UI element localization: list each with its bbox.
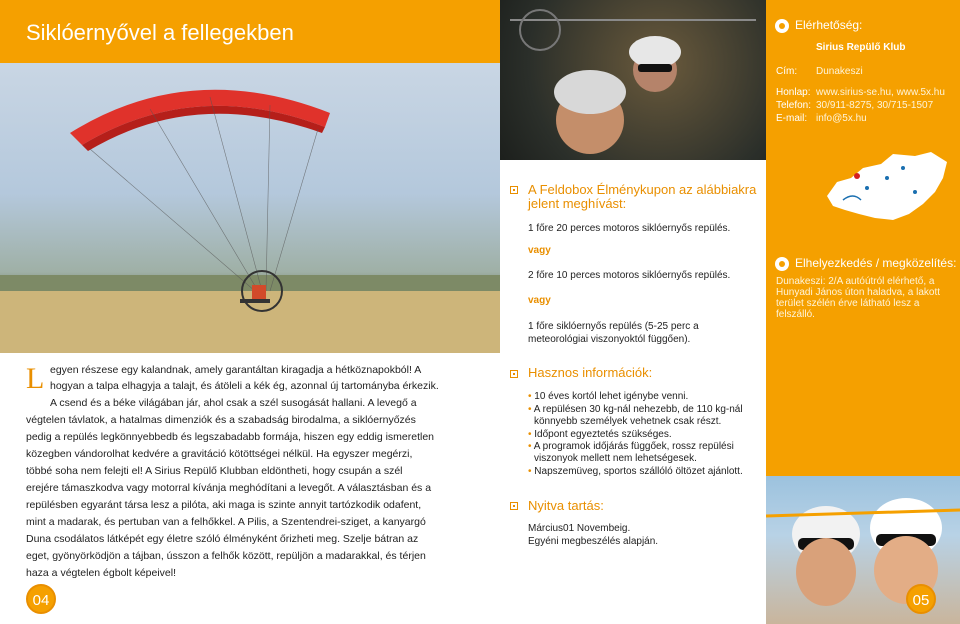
- offer-option-3: meteorológiai viszonyoktól függően).: [528, 334, 691, 345]
- contact-org: Sirius Repülő Klub: [816, 42, 906, 53]
- page-number-right: 05: [906, 584, 936, 614]
- useful-heading: Hasznos információk:: [528, 365, 653, 380]
- useful-item: • Időpont egyeztetés szükséges.: [528, 429, 672, 440]
- body-line: Duna csodálatos látképét egy életre szóló élményként őrizheti meg. Szelje bátran az: [26, 533, 419, 545]
- body-line: erejére támaszkodva vagy motorral kívánja meghódítani a levegőt. A választásban és a: [26, 482, 432, 494]
- paraglider-illustration: [0, 63, 500, 353]
- email-label: E-mail:: [776, 113, 808, 124]
- location-line: Dunakeszi: 2/A autóútról elérhető, a: [776, 276, 935, 287]
- page-number-left: 04: [26, 584, 56, 614]
- body-line: közegben vándorolhat kedvére a gravitáció kötöttségei nélkül. Ha egyszer megérzi,: [26, 448, 413, 460]
- body-line: repülésben egyaránt társa lesz a pilóta, aki maga is szinte annyit tartózkodik odafent,: [26, 499, 422, 511]
- location-line: terület szélén érve látható lesz a: [776, 298, 920, 309]
- useful-item-cont: könnyebb személyek vehetnek csak részt.: [534, 416, 722, 427]
- opening-bullet-icon: [510, 502, 518, 510]
- location-bullet-icon: [775, 257, 789, 271]
- useful-item-text: Napszemüveg, sportos szállóló öltözet ajánlott.: [534, 466, 743, 477]
- useful-bullet-icon: [510, 370, 518, 378]
- useful-item: • A programok időjárás függőek, rossz repülési: [528, 441, 734, 452]
- body-line: eget, gyönyörködjön a tájban, ússzon a felhők között, repüljön a madarakkal, és térjen: [26, 550, 426, 562]
- email-value[interactable]: info@5x.hu: [816, 113, 867, 124]
- hungary-map: [823, 148, 953, 224]
- cim-label: Cím:: [776, 66, 798, 77]
- useful-item-text: A programok időjárás függőek, rossz repülési: [533, 441, 734, 452]
- page-title: Siklóernyővel a fellegekben: [26, 20, 294, 45]
- pilots-illustration: [500, 0, 766, 160]
- contact-heading: Elérhetőség:: [795, 18, 863, 32]
- offer-bullet-icon: [510, 186, 518, 194]
- useful-item: • Napszemüveg, sportos szállóló öltözet ajánlott.: [528, 466, 743, 477]
- honlap-value[interactable]: www.sirius-se.hu, www.5x.hu: [816, 87, 945, 98]
- offer-or: vagy: [528, 245, 551, 256]
- offer-heading: A Feldobox Élménykupon az alábbiakra: [528, 182, 757, 197]
- offer-option-2: 2 főre 10 perces motoros siklóernyős repülés.: [528, 270, 731, 281]
- opening-line: Március01 Novembeig.: [528, 523, 631, 534]
- offer-heading: jelent meghívást:: [528, 196, 627, 211]
- useful-item: • 10 éves kortól lehet igénybe venni.: [528, 391, 689, 402]
- cim-value: Dunakeszi: [816, 66, 863, 77]
- location-heading: Elhelyezkedés / megközelítés:: [795, 256, 957, 270]
- useful-item-cont: viszonyok mellett nem lehetségesek.: [534, 453, 697, 464]
- body-line: egyen részese egy kalandnak, amely garantáltan kiragadja a hétköznapokból! A: [50, 364, 422, 376]
- hungary-map-icon: [823, 148, 953, 224]
- useful-item-text: Időpont egyeztetés szükséges.: [534, 429, 672, 440]
- body-line: pedig a repülés legkönnyebbedb és legszabadabb formája, hiszen egy eddig ismeretlen: [26, 431, 435, 443]
- body-line: haza a végtelen égbolt képeivel!: [26, 567, 177, 579]
- honlap-label: Honlap:: [776, 87, 811, 98]
- telefon-label: Telefon:: [776, 100, 812, 111]
- offer-option-3: 1 főre siklóernyős repülés (5-25 perc a: [528, 321, 699, 332]
- opening-line: Egyéni megbeszélés alapján.: [528, 536, 659, 547]
- drop-cap: L: [26, 362, 45, 395]
- paraglider-photo: [0, 63, 500, 353]
- useful-item: • A repülésen 30 kg-nál nehezebb, de 110 kg-nál: [528, 404, 743, 415]
- location-line: Hunyadi János úton haladva, a lakott: [776, 287, 940, 298]
- useful-item-text: 10 éves kortól lehet igénybe venni.: [534, 391, 689, 402]
- location-line: felszálló.: [776, 309, 815, 320]
- body-line: többé soha nem felejti el! A Sirius Repülő Klubban eldöntheti, hogy csupán a szél: [26, 465, 403, 477]
- telefon-value: 30/911-8275, 30/715-1507: [816, 100, 934, 111]
- useful-item-text: A repülésen 30 kg-nál nehezebb, de 110 kg-nál: [533, 404, 743, 415]
- contact-bullet-icon: [775, 19, 789, 33]
- body-line: mint a madarak, és pertuban van a felhőkkel. A Pilis, a Szentendrei-sziget, a kanyargó: [26, 516, 426, 528]
- body-line: hogyan a talpa elhagyja a talajt, és átöleli a kék ég, azonnal új tartományba érkezik.: [50, 380, 439, 392]
- body-line: végtelen távlatok, a hatalmas dimenziók és a szabadság birodalma, a siklóernyőzés: [26, 414, 416, 426]
- offer-or: vagy: [528, 295, 551, 306]
- offer-option-1: 1 főre 20 perces motoros siklóernyős repülés.: [528, 223, 731, 234]
- pilots-selfie-photo: [500, 0, 766, 160]
- opening-heading: Nyitva tartás:: [528, 498, 604, 513]
- body-line: A csend és a béke világában jár, ahol csak a szél susogását hallani. A levegő a: [50, 397, 417, 409]
